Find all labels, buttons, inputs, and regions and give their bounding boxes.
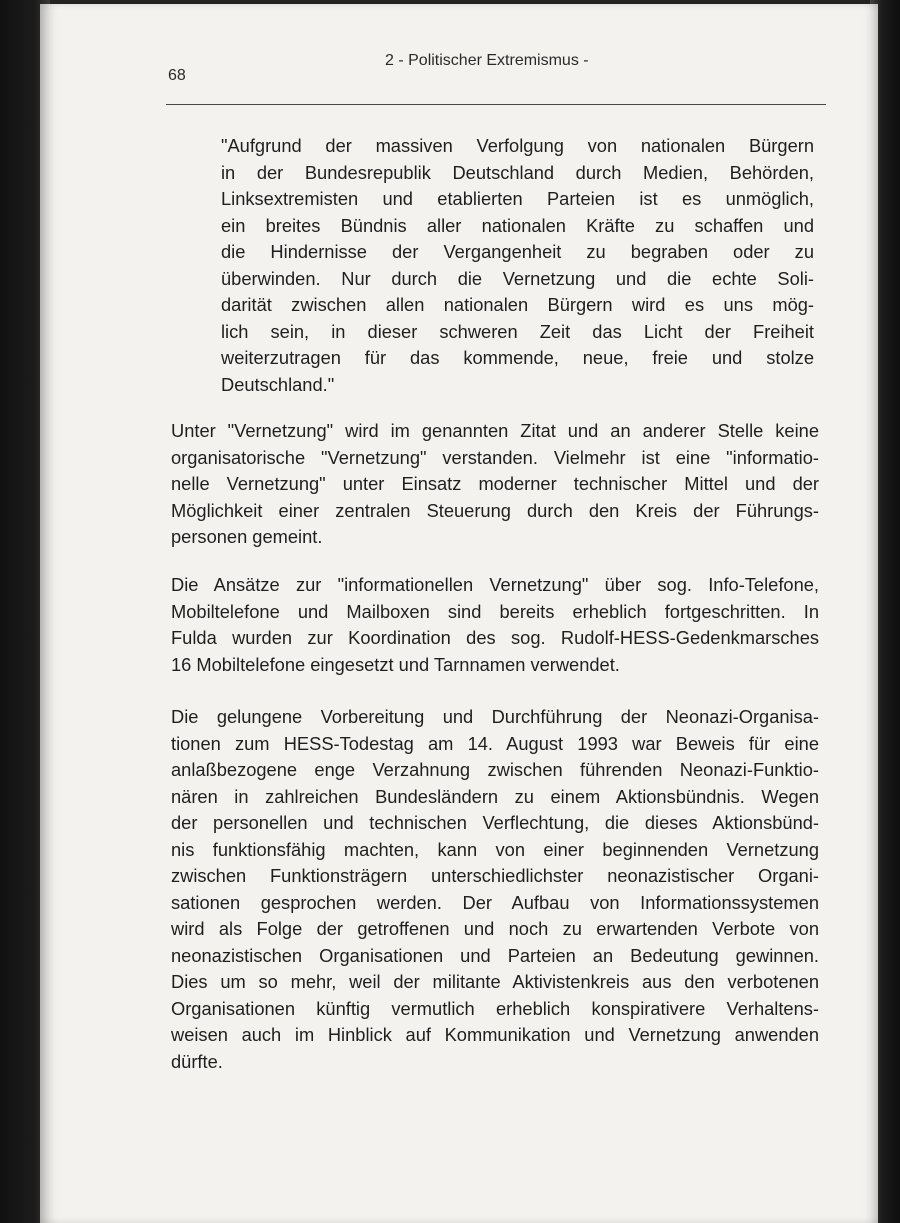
paragraph-line: personen gemeint. xyxy=(171,526,323,547)
paragraph-line: zwischen Funktionsträgern unterschiedlichster neonazistischer Organi- xyxy=(171,865,819,886)
paragraph-line: tionen zum HESS-Todestag am 14. August 1993 war Beweis für eine xyxy=(171,732,819,754)
quote-line: in der Bundesrepublik Deutschland durch Medien, Behörden, xyxy=(221,161,814,183)
paragraph-line: neonazistischen Organisationen und Parteien an Bedeutung gewinnen. xyxy=(171,944,819,966)
quote-line: die Hindernisse der Vergangenheit zu begraben oder zu xyxy=(221,241,814,262)
paragraph-line: Organisationen künftig vermutlich erheblich konspirativere Verhaltens- xyxy=(171,997,819,1019)
header-rule xyxy=(166,104,826,105)
quote-line: Linksextremisten und etablierten Parteien ist es unmöglich, xyxy=(221,188,814,209)
paragraph-line: Die gelungene Vorbereitung und Durchführung der Neonazi-Organisa- xyxy=(171,706,819,727)
paragraph xyxy=(171,418,819,551)
paragraph-line: weisen auch im Hinblick auf Kommunikation und Vernetzung anwenden xyxy=(171,1024,819,1045)
paragraph-line: Fulda wurden zur Koordination des sog. Rudolf-HESS-Gedenkmarsches xyxy=(171,627,819,648)
quote-line: darität zwischen allen nationalen Bürgern wird es uns mög- xyxy=(221,294,814,315)
paragraph-line: 16 Mobiltelefone eingesetzt und Tarnnamen verwendet. xyxy=(171,653,620,675)
paragraph-line: sationen gesprochen werden. Der Aufbau von Informationssystemen xyxy=(171,891,819,913)
paragraph-line: Die Ansätze zur "informationellen Vernetzung" über sog. Info-Telefone, xyxy=(171,574,819,595)
quote-line: Deutschland." xyxy=(221,373,335,395)
quote-line: lich sein, in dieser schweren Zeit das Licht der Freiheit xyxy=(221,320,814,342)
paragraph-line: nelle Vernetzung" unter Einsatz moderner technischer Mittel und der xyxy=(171,473,819,494)
paragraph-line: nis funktionsfähig machten, kann von einer beginnenden Vernetzung xyxy=(171,838,819,860)
quote-line: "Aufgrund der massiven Verfolgung von nationalen Bürgern xyxy=(221,135,814,156)
paragraph-line: wird als Folge der getroffenen und noch zu erwartenden Verbote von xyxy=(171,918,819,939)
quote-line: weiterzutragen für das kommende, neue, freie und stolze xyxy=(221,347,814,368)
paragraph-line: der personellen und technischen Verflechtung, die dieses Aktionsbünd- xyxy=(171,812,819,833)
paragraph-line: organisatorische "Vernetzung" verstanden. Vielmehr ist eine "informatio- xyxy=(171,446,819,468)
paragraph-line: Möglichkeit einer zentralen Steuerung durch den Kreis der Führungs- xyxy=(171,499,819,521)
paragraph-line: Mobiltelefone und Mailboxen sind bereits erheblich fortgeschritten. In xyxy=(171,600,819,622)
page-number: 68 xyxy=(168,67,186,84)
paragraph-line: Unter "Vernetzung" wird im genannten Zitat und an anderer Stelle keine xyxy=(171,420,819,441)
quote-line: ein breites Bündnis aller nationalen Kräfte zu schaffen und xyxy=(221,214,814,236)
paragraph xyxy=(171,704,819,1075)
running-head: 2 - Politischer Extremismus - xyxy=(385,52,589,69)
paragraph-line: nären in zahlreichen Bundesländern zu einem Aktionsbündnis. Wegen xyxy=(171,785,819,807)
paragraph-line: dürfte. xyxy=(171,1050,223,1072)
paragraph-line: anlaßbezogene enge Verzahnung zwischen führenden Neonazi-Funktio- xyxy=(171,759,819,780)
paragraph-line: Dies um so mehr, weil der militante Aktivistenkreis aus den verbotenen xyxy=(171,971,819,992)
block-quote xyxy=(221,133,814,398)
paragraph xyxy=(171,572,819,678)
quote-line: überwinden. Nur durch die Vernetzung und die echte Soli- xyxy=(221,267,814,289)
